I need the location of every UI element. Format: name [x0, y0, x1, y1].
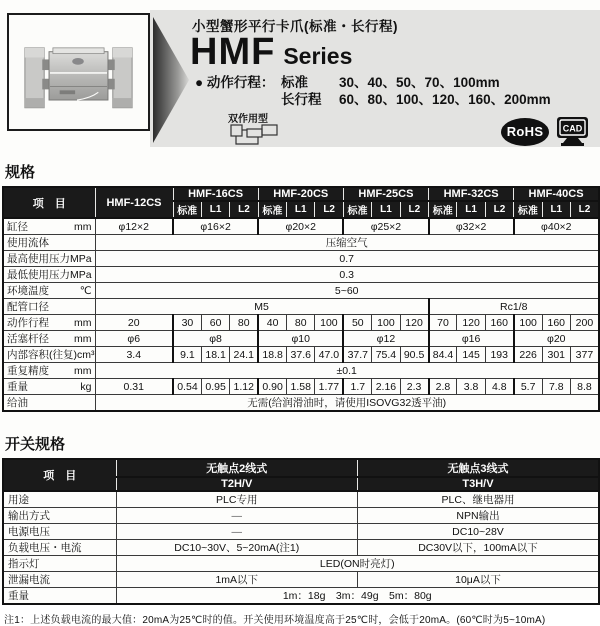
row-label-text: 活塞杆径 — [7, 333, 49, 345]
switch-row-label — [3, 540, 116, 556]
switch-cell: LED(ON时亮灯) — [116, 556, 599, 572]
spec-cell: 100 — [372, 315, 400, 331]
series-name: HMF — [190, 31, 276, 73]
spec-cell: 1.58 — [287, 379, 315, 395]
switch-row — [3, 572, 599, 588]
row-unit: mm — [74, 316, 92, 329]
row-label-text: 重量 — [8, 590, 29, 602]
spec-subcol-header: 标准 — [429, 201, 457, 218]
switch-cell: DC10~28V — [358, 524, 600, 540]
spec-cell: 3.8 — [457, 379, 485, 395]
switch-group-header: 无触点2线式 — [116, 459, 358, 477]
spec-row-label — [3, 299, 95, 315]
spec-cell: ±0.1 — [95, 363, 599, 379]
spec-subcol-header: 标准 — [343, 201, 371, 218]
spec-cell: 37.7 — [343, 347, 371, 363]
spec-cell: φ12×2 — [95, 218, 173, 235]
spec-item-header: 项 目 — [3, 187, 95, 218]
row-unit: MPa — [70, 252, 92, 265]
row-label-text: 缸径 — [7, 221, 28, 233]
spec-cell: 226 — [514, 347, 542, 363]
spec-subcol-header: L2 — [570, 201, 598, 218]
spec-cell: 377 — [570, 347, 598, 363]
spec-cell: φ20×2 — [258, 218, 343, 235]
spec-cell: 5~60 — [95, 283, 599, 299]
spec-row — [3, 315, 599, 331]
spec-cell: 80 — [287, 315, 315, 331]
spec-subcol-header: L1 — [542, 201, 570, 218]
spec-cell: 2.16 — [372, 379, 400, 395]
spec-cell: 1.77 — [315, 379, 343, 395]
spec-cell: 160 — [485, 315, 513, 331]
header-banner — [0, 0, 600, 152]
spec-cell: 2.8 — [429, 379, 457, 395]
spec-cell: 压缩空气 — [95, 235, 599, 251]
spec-row — [3, 379, 599, 395]
row-label-text: 环境温度 — [7, 285, 49, 297]
spec-row — [3, 395, 599, 412]
spec-cell: 80 — [230, 315, 258, 331]
switch-group-header: 无触点3线式 — [358, 459, 600, 477]
spec-row — [3, 347, 599, 363]
spec-cell: φ20 — [514, 331, 599, 347]
spec-cell: 0.3 — [95, 267, 599, 283]
spec-cell: 100 — [514, 315, 542, 331]
gripper-product-image — [9, 15, 148, 129]
series-title — [190, 31, 352, 74]
spec-subcol-header: 标准 — [258, 201, 286, 218]
action-type-label: 双作用型 — [228, 114, 268, 125]
switch-row — [3, 540, 599, 556]
spec-col-header: HMF-20CS — [258, 187, 343, 201]
spec-subcol-header: L2 — [400, 201, 428, 218]
spec-row — [3, 299, 599, 315]
spec-cell: 0.7 — [95, 251, 599, 267]
spec-cell: 18.8 — [258, 347, 286, 363]
spec-cell: φ12 — [343, 331, 428, 347]
row-unit: mm — [74, 220, 92, 233]
spec-row-label — [3, 267, 95, 283]
spec-cell: 60 — [201, 315, 229, 331]
spec-col-header: HMF-32CS — [429, 187, 514, 201]
spec-cell: 无需(给润滑油时，请使用ISOVG32透平油) — [95, 395, 599, 412]
spec-cell: 120 — [400, 315, 428, 331]
row-label-text: 给油 — [7, 397, 28, 409]
spec-cell: 5.7 — [514, 379, 542, 395]
spec-cell: φ8 — [173, 331, 258, 347]
arrow-decoration — [153, 17, 189, 148]
spec-row — [3, 363, 599, 379]
row-label-text: 最高使用压力 — [7, 253, 70, 265]
double-acting-symbol-icon — [228, 121, 280, 151]
spec-row-label — [3, 363, 95, 379]
certification-badges — [501, 116, 590, 147]
spec-cell: 200 — [570, 315, 598, 331]
switch-row-label — [3, 508, 116, 524]
spec-subcol-header: L1 — [372, 201, 400, 218]
spec-row — [3, 283, 599, 299]
spec-cell: 100 — [315, 315, 343, 331]
spec-cell: 0.31 — [95, 379, 173, 395]
spec-cell: 4.8 — [485, 379, 513, 395]
switch-row-label — [3, 572, 116, 588]
spec-cell: 90.5 — [400, 347, 428, 363]
switch-model-header: T3H/V — [358, 477, 600, 491]
switch-row-label — [3, 556, 116, 572]
row-label-text: 使用流体 — [7, 237, 49, 249]
switch-row — [3, 588, 599, 605]
row-label-text: 重量 — [7, 381, 28, 393]
spec-subcol-header: L1 — [201, 201, 229, 218]
spec-cell: 0.54 — [173, 379, 201, 395]
spec-cell: 160 — [542, 315, 570, 331]
series-suffix: Series — [283, 43, 353, 69]
spec-cell: φ6 — [95, 331, 173, 347]
spec-subcol-header: 标准 — [173, 201, 201, 218]
spec-cell: 20 — [95, 315, 173, 331]
spec-subcol-header: L1 — [287, 201, 315, 218]
stroke-name-standard: 标准 — [281, 75, 308, 90]
product-photo — [7, 13, 150, 131]
spec-cell: φ40×2 — [514, 218, 599, 235]
spec-row-label — [3, 251, 95, 267]
spec-cell: 0.95 — [201, 379, 229, 395]
spec-cell: 30 — [173, 315, 201, 331]
spec-col-header: HMF-25CS — [343, 187, 428, 201]
spec-row — [3, 251, 599, 267]
spec-cell: 24.1 — [230, 347, 258, 363]
spec-cell: 193 — [485, 347, 513, 363]
row-label-text: 用途 — [8, 494, 29, 506]
row-unit: mm — [74, 364, 92, 377]
switch-spec-table — [2, 458, 600, 605]
spec-cell: 40 — [258, 315, 286, 331]
spec-cell: 50 — [343, 315, 371, 331]
stroke-values-standard: 30、40、50、70、100mm — [339, 75, 500, 90]
row-unit: ℃ — [79, 284, 92, 297]
spec-row — [3, 235, 599, 251]
switch-cell: — — [116, 524, 358, 540]
stroke-label: ● 动作行程： — [195, 75, 275, 90]
spec-cell: φ10 — [258, 331, 343, 347]
bullet-icon: ● — [195, 75, 204, 90]
spec-cell: 301 — [542, 347, 570, 363]
spec-subcol-header: L2 — [315, 201, 343, 218]
stroke-info — [195, 74, 551, 108]
switch-row — [3, 556, 599, 572]
spec-cell: 1.7 — [343, 379, 371, 395]
spec-table — [2, 186, 600, 412]
stroke-values-long: 60、80、100、120、160、200mm — [339, 92, 551, 107]
spec-col-header: HMF-16CS — [173, 187, 258, 201]
row-label-text: 泄漏电流 — [8, 574, 50, 586]
switch-row — [3, 508, 599, 524]
row-unit: MPa — [70, 268, 92, 281]
row-label-text: 负载电压・电流 — [8, 542, 82, 554]
switch-cell: PLC专用 — [116, 491, 358, 508]
stroke-row-standard — [195, 74, 551, 91]
spec-cell: 70 — [429, 315, 457, 331]
spec-cell: M5 — [95, 299, 429, 315]
row-label-text: 指示灯 — [8, 558, 40, 570]
spec-cell: φ16×2 — [173, 218, 258, 235]
switch-cell: DC10~30V、5~20mA(注1) — [116, 540, 358, 556]
switch-item-header: 项 目 — [3, 459, 116, 491]
spec-cell: 8.8 — [570, 379, 598, 395]
spec-row-label — [3, 379, 95, 395]
spec-cell: φ32×2 — [429, 218, 514, 235]
switch-section-title: 开关规格 — [5, 436, 66, 453]
row-unit: kg — [80, 380, 92, 393]
cad-badge-label: CAD — [562, 123, 583, 134]
spec-section-title: 规格 — [5, 164, 36, 181]
spec-cell: Rc1/8 — [429, 299, 599, 315]
spec-cell: 120 — [457, 315, 485, 331]
product-subtitle: 小型蟹形平行卡爪(标准・长行程) — [192, 19, 398, 34]
switch-row-label — [3, 588, 116, 605]
switch-cell: DC30V以下，100mA以下 — [358, 540, 600, 556]
spec-col-header: HMF-40CS — [514, 187, 599, 201]
row-unit: cm³ — [77, 348, 95, 361]
spec-row-label — [3, 347, 95, 363]
spec-cell: 18.1 — [201, 347, 229, 363]
row-label-text: 动作行程 — [7, 317, 49, 329]
switch-cell: 10μA以下 — [358, 572, 600, 588]
spec-row — [3, 331, 599, 347]
switch-cell: — — [116, 508, 358, 524]
spec-row — [3, 267, 599, 283]
switch-row — [3, 524, 599, 540]
spec-cell: 37.6 — [287, 347, 315, 363]
spec-row — [3, 218, 599, 235]
spec-cell: 0.90 — [258, 379, 286, 395]
switch-model-header: T2H/V — [116, 477, 358, 491]
spec-col-header: HMF-12CS — [95, 187, 173, 218]
switch-cell: 1m：18g 3m：49g 5m：80g — [116, 588, 599, 605]
rohs-badge: RoHS — [501, 118, 549, 146]
switch-cell: PLC、继电器用 — [358, 491, 600, 508]
stroke-name-long: 长行程 — [281, 92, 322, 107]
switch-row-label — [3, 524, 116, 540]
spec-cell: 145 — [457, 347, 485, 363]
spec-cell: 1.12 — [230, 379, 258, 395]
spec-row-label — [3, 331, 95, 347]
spec-row-label — [3, 395, 95, 412]
spec-cell: φ25×2 — [343, 218, 428, 235]
stroke-row-long — [195, 91, 551, 108]
spec-cell: 2.3 — [400, 379, 428, 395]
right-arrow-icon — [153, 17, 189, 143]
spec-cell: 84.4 — [429, 347, 457, 363]
spec-subcol-header: L2 — [485, 201, 513, 218]
row-label-text: 输出方式 — [8, 510, 50, 522]
row-label-text: 内部容积(往复) — [7, 349, 77, 361]
row-label-text: 配管口径 — [7, 301, 49, 313]
spec-row-label — [3, 235, 95, 251]
switch-cell: 1mA以下 — [116, 572, 358, 588]
row-label-text: 重复精度 — [7, 365, 49, 377]
cad-badge-icon — [556, 116, 590, 147]
spec-cell: 3.4 — [95, 347, 173, 363]
spec-subcol-header: 标准 — [514, 201, 542, 218]
spec-cell: 9.1 — [173, 347, 201, 363]
switch-row-label — [3, 491, 116, 508]
spec-cell: 7.8 — [542, 379, 570, 395]
row-unit: mm — [74, 332, 92, 345]
row-label-text: 最低使用压力 — [7, 269, 70, 281]
footnote: 注1：上述负载电流的最大值：20mA为25℃时的值。开关使用环境温度高于25℃时，会低于20mA。(60℃时为5~10mA) — [4, 615, 546, 626]
spec-cell: φ16 — [429, 331, 514, 347]
switch-cell: NPN输出 — [358, 508, 600, 524]
spec-row-label — [3, 315, 95, 331]
switch-row — [3, 491, 599, 508]
spec-cell: 75.4 — [372, 347, 400, 363]
spec-row-label — [3, 218, 95, 235]
spec-subcol-header: L2 — [230, 201, 258, 218]
pneumatic-symbol — [228, 121, 280, 156]
row-label-text: 电源电压 — [8, 526, 50, 538]
spec-subcol-header: L1 — [457, 201, 485, 218]
spec-row-label — [3, 283, 95, 299]
spec-cell: 47.0 — [315, 347, 343, 363]
